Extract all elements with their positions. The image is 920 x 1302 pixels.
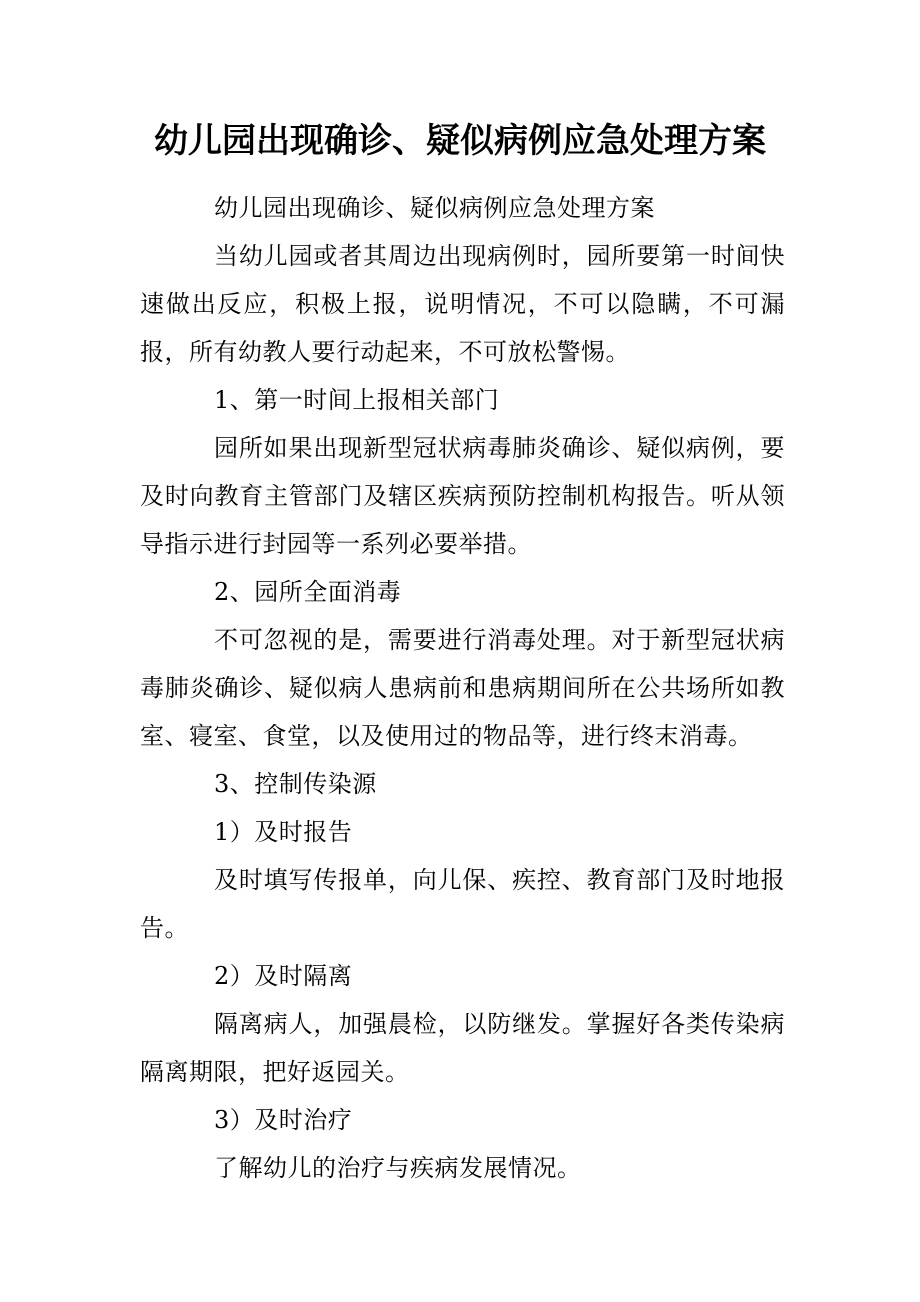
paragraph-subtitle: 幼儿园出现确诊、疑似病例应急处理方案 [214, 194, 655, 222]
subheading-report: 1）及时报告 [214, 818, 353, 846]
paragraph-intro: 当幼儿园或者其周边出现病例时，园所要第一时间快速做出反应，积极上报，说明情况，不可以隐瞒，不可漏报，所有幼教人要行动起来，不可放松警惕。 [140, 242, 785, 366]
section-heading-3: 3、控制传染源 [214, 770, 377, 798]
document-title: 幼儿园出现确诊、疑似病例应急处理方案 [154, 121, 766, 161]
paragraph-report: 及时填写传报单，向儿保、疾控、教育部门及时地报告。 [140, 866, 785, 942]
section-heading-2: 2、园所全面消毒 [214, 578, 402, 606]
paragraph-treatment: 了解幼儿的治疗与疾病发展情况。 [214, 1154, 582, 1182]
section-heading-1: 1、第一时间上报相关部门 [214, 386, 500, 414]
paragraph-isolation: 隔离病人，加强晨检，以防继发。掌握好各类传染病隔离期限，把好返园关。 [140, 1010, 785, 1086]
subheading-isolation: 2）及时隔离 [214, 962, 353, 990]
paragraph-section-1: 园所如果出现新型冠状病毒肺炎确诊、疑似病例，要及时向教育主管部门及辖区疾病预防控制机构报告。听从领导指示进行封园等一系列必要举措。 [140, 434, 785, 558]
paragraph-section-2: 不可忽视的是，需要进行消毒处理。对于新型冠状病毒肺炎确诊、疑似病人患病前和患病期间所在公共场所如教室、寝室、食堂，以及使用过的物品等，进行终末消毒。 [140, 626, 785, 750]
subheading-treatment: 3）及时治疗 [214, 1106, 353, 1134]
document-body [140, 184, 785, 1192]
